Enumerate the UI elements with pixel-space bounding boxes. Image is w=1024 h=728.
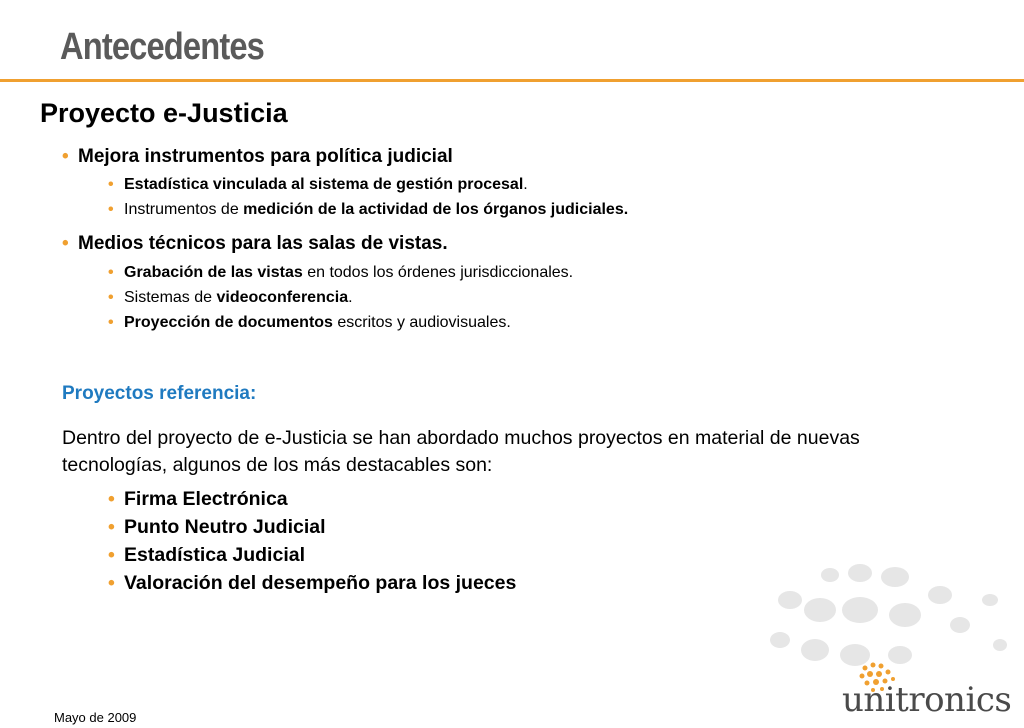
references-heading: Proyectos referencia: [62, 383, 257, 404]
sub-bullet-text: Instrumentos de [124, 201, 244, 218]
reference-item [108, 544, 305, 567]
company-logo: unitronics [842, 680, 1012, 720]
bullet-icon: • [62, 233, 69, 254]
sub-bullet-text: videoconferencia [216, 289, 349, 306]
sub-bullet-item [108, 201, 628, 219]
sub-bullet-item [108, 314, 511, 332]
references-paragraph: Dentro del proyecto de e-Justicia se han abordado muchos proyectos en material de nuevas tecnologías, algunos de los más destacables son: [62, 427, 860, 476]
reference-item [108, 516, 326, 539]
bullet-icon: • [108, 572, 115, 594]
bullet-icon: • [108, 264, 114, 281]
bullet-icon: • [108, 314, 114, 331]
bullet-icon: • [108, 516, 115, 538]
reference-label: Punto Neutro Judicial [124, 516, 326, 538]
page-title: Antecedentes [60, 26, 264, 68]
sub-bullet-item [108, 289, 353, 307]
bullet-icon: • [108, 289, 114, 306]
sub-bullet-text: medición de la actividad de los órganos judiciales. [243, 201, 629, 218]
header-divider [0, 79, 1024, 82]
bullet-label: Medios técnicos para las salas de vistas. [78, 233, 448, 254]
bullet-item [62, 146, 453, 168]
sub-bullet-text: . [523, 176, 528, 193]
sub-bullet-text: Grabación de las vistas [124, 264, 303, 281]
bullet-icon: • [108, 488, 115, 510]
footer-date: Mayo de 2009 [54, 710, 137, 725]
sub-bullet-text: . [348, 289, 353, 306]
sub-bullet-item [108, 176, 528, 194]
reference-item [108, 572, 516, 595]
sub-bullet-text: Sistemas de [124, 289, 217, 306]
reference-label: Estadística Judicial [124, 544, 305, 566]
bullet-icon: • [108, 544, 115, 566]
reference-item [108, 488, 288, 511]
bullet-item [62, 233, 448, 255]
sub-bullet-text: Proyección de documentos [124, 314, 333, 331]
sub-bullet-text: en todos los órdenes jurisdiccionales. [302, 264, 574, 281]
sub-bullet-text: escritos y audiovisuales. [332, 314, 511, 331]
reference-label: Valoración del desempeño para los jueces [124, 572, 517, 594]
reference-label: Firma Electrónica [124, 488, 288, 510]
sub-bullet-item [108, 264, 573, 282]
bullet-icon: • [62, 146, 69, 167]
bullet-icon: • [108, 201, 114, 218]
sub-bullet-text: Estadística vinculada al sistema de gestión procesal [124, 176, 524, 193]
section-title: Proyecto e-Justicia [40, 98, 288, 128]
bullet-icon: • [108, 176, 114, 193]
bullet-label: Mejora instrumentos para política judicial [78, 146, 453, 167]
